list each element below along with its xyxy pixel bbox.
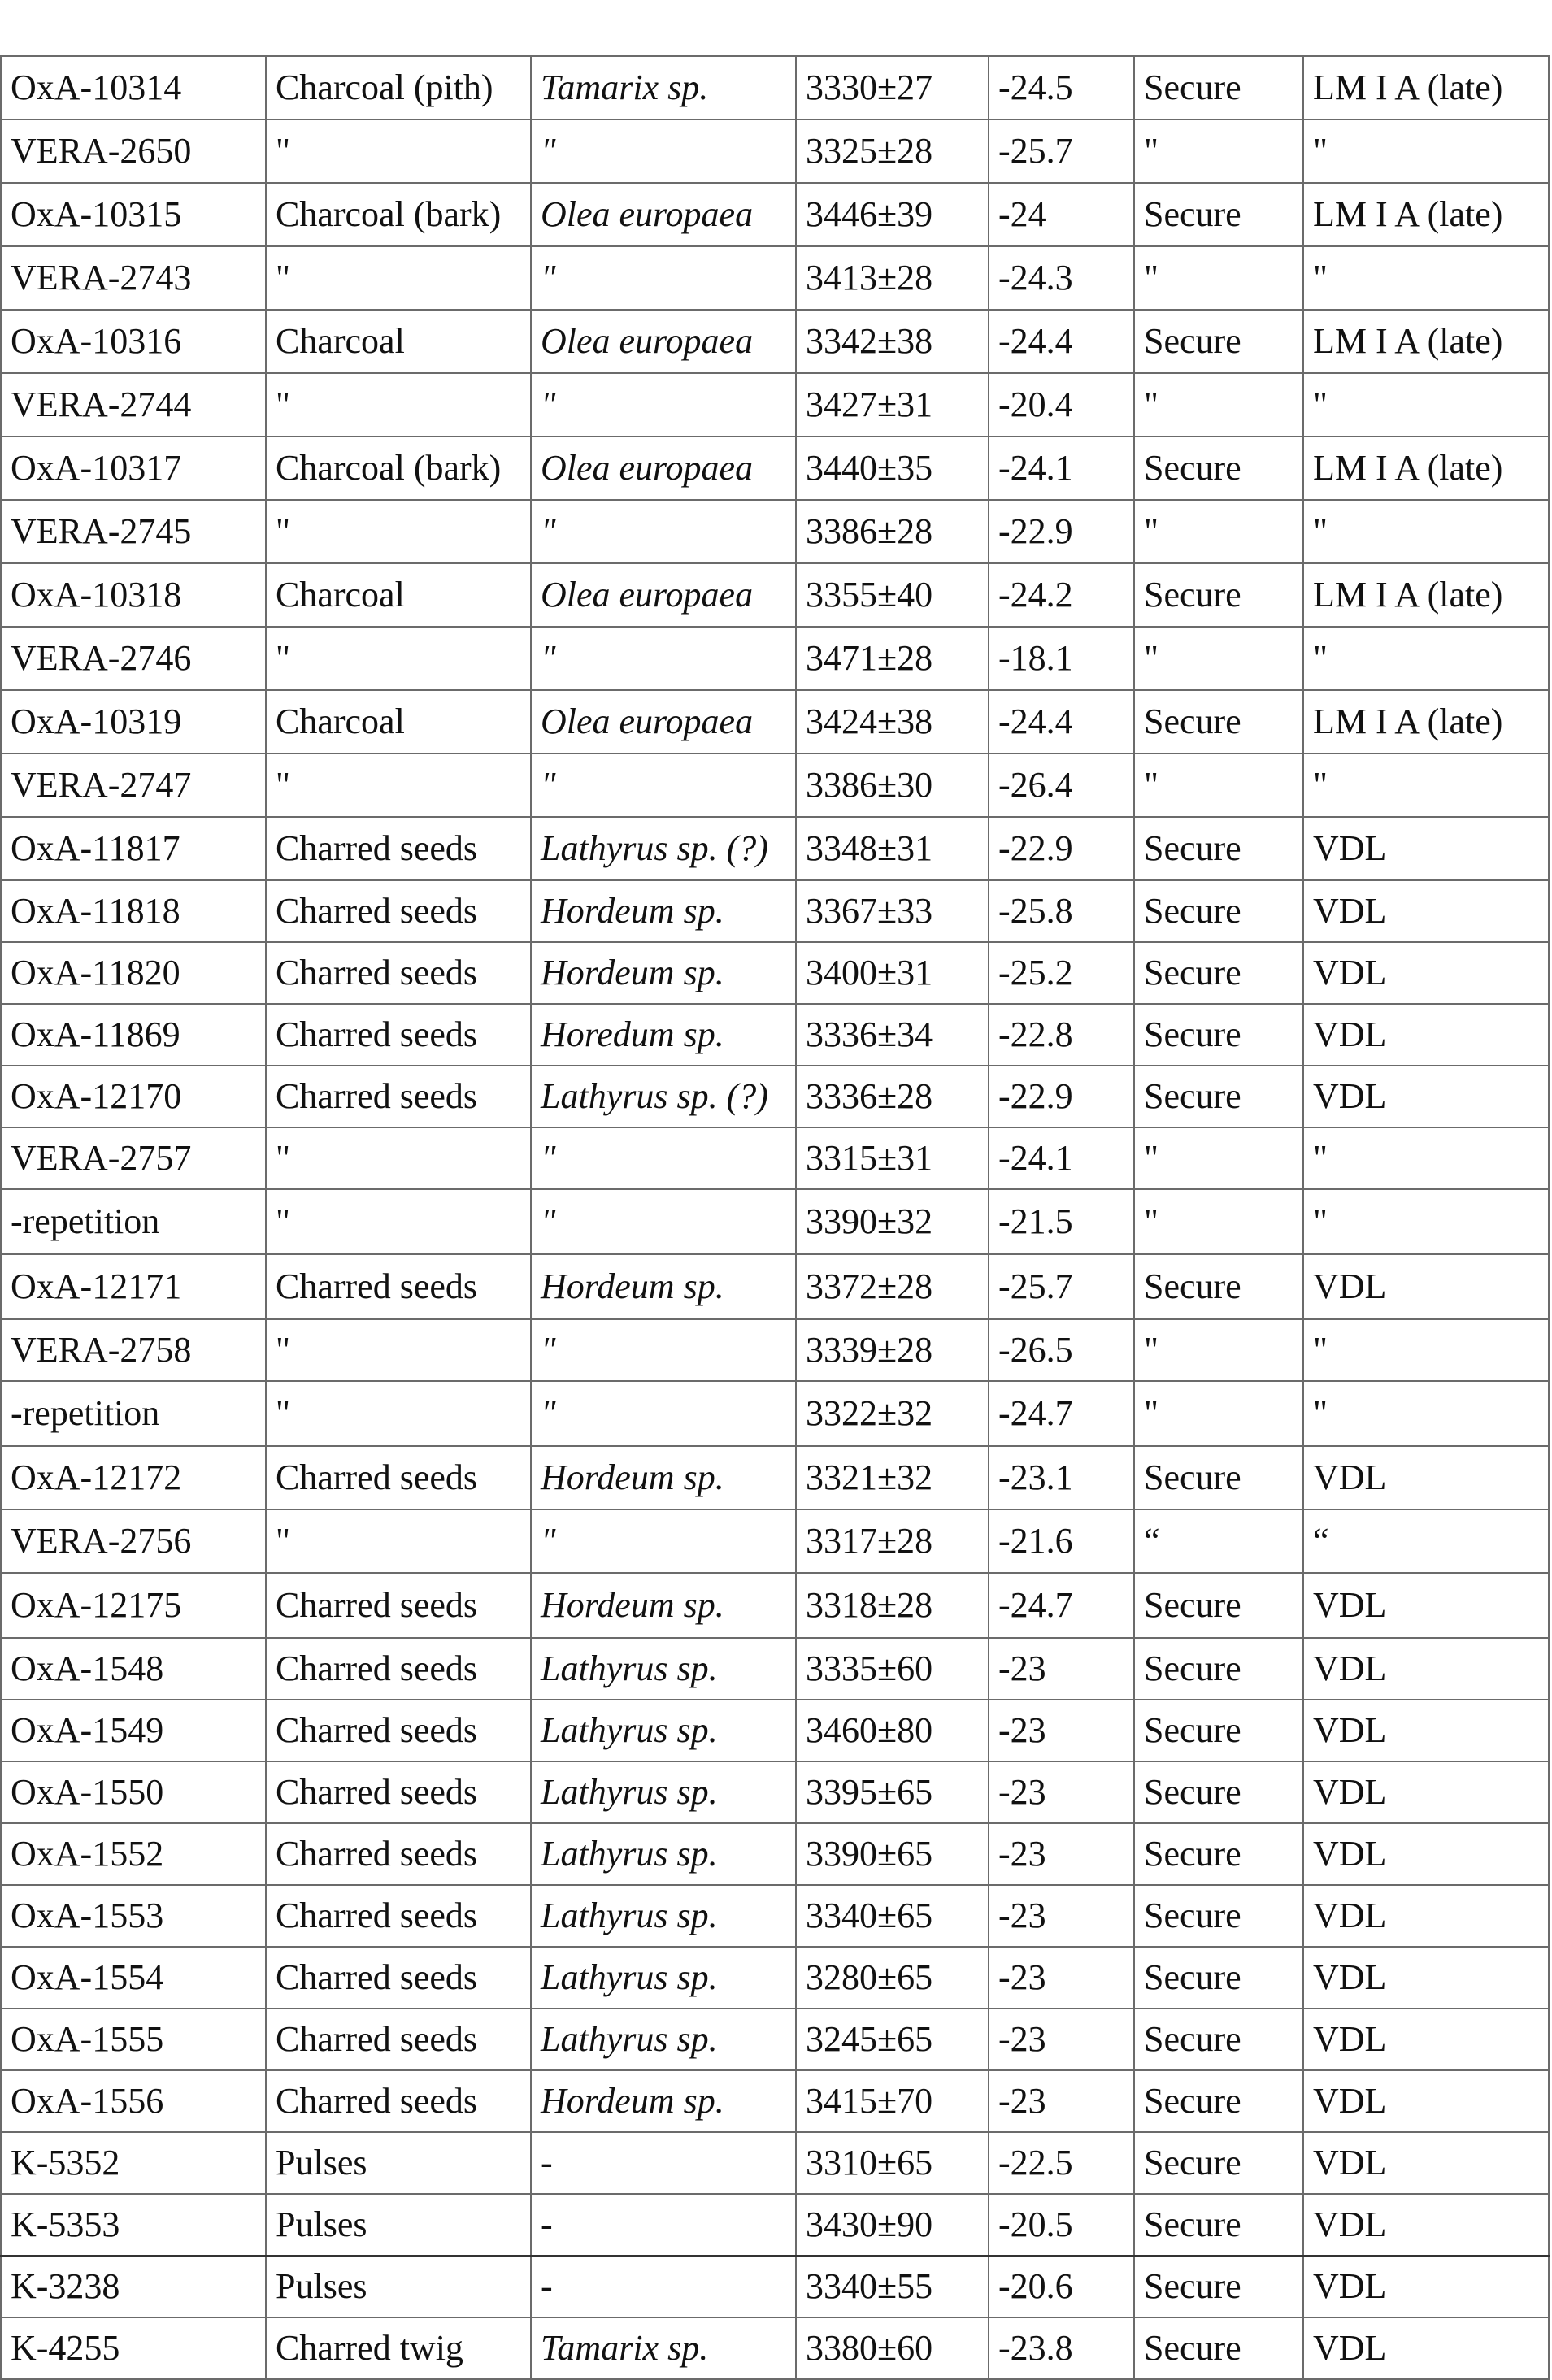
- cell-delta-c13: -21.6: [989, 1509, 1134, 1573]
- cell-species: Lathyrus sp.: [531, 1885, 796, 1947]
- cell-species: Hordeum sp.: [531, 942, 796, 1004]
- cell-species: Olea europaea: [531, 310, 796, 373]
- cell-context: Secure: [1134, 2070, 1303, 2132]
- cell-lab-code: K-5353: [1, 2194, 266, 2256]
- cell-lab-code: K-4255: [1, 2317, 266, 2379]
- table-row: [1, 754, 1549, 817]
- cell-species: Lathyrus sp.: [531, 1638, 796, 1700]
- cell-material: Pulses: [266, 2256, 531, 2317]
- cell-lab-code: VERA-2746: [1, 627, 266, 690]
- cell-phase: VDL: [1303, 1700, 1549, 1761]
- cell-delta-c13: -26.5: [989, 1319, 1134, 1381]
- cell-radiocarbon-age: 3335±60: [796, 1638, 989, 1700]
- cell-context: Secure: [1134, 436, 1303, 500]
- cell-delta-c13: -22.5: [989, 2132, 1134, 2194]
- cell-species: -: [531, 2194, 796, 2256]
- cell-context: Secure: [1134, 310, 1303, 373]
- cell-context: Secure: [1134, 817, 1303, 880]
- cell-delta-c13: -24.2: [989, 563, 1134, 627]
- cell-context: Secure: [1134, 2194, 1303, 2256]
- cell-context: ": [1134, 754, 1303, 817]
- table-row: [1, 1573, 1549, 1638]
- cell-radiocarbon-age: 3415±70: [796, 2070, 989, 2132]
- table-row: [1, 1761, 1549, 1823]
- cell-radiocarbon-age: 3355±40: [796, 563, 989, 627]
- cell-lab-code: OxA-10319: [1, 690, 266, 754]
- cell-species: ": [531, 627, 796, 690]
- cell-lab-code: VERA-2756: [1, 1509, 266, 1573]
- cell-phase: LM I A (late): [1303, 56, 1549, 119]
- cell-delta-c13: -22.9: [989, 817, 1134, 880]
- cell-lab-code: OxA-1552: [1, 1823, 266, 1885]
- cell-radiocarbon-age: 3310±65: [796, 2132, 989, 2194]
- table-row: [1, 1446, 1549, 1509]
- cell-context: Secure: [1134, 2256, 1303, 2317]
- cell-lab-code: VERA-2650: [1, 119, 266, 183]
- cell-radiocarbon-age: 3427±31: [796, 373, 989, 436]
- cell-lab-code: -repetition: [1, 1381, 266, 1446]
- cell-delta-c13: -23: [989, 1823, 1134, 1885]
- cell-radiocarbon-age: 3386±28: [796, 500, 989, 563]
- table-row: [1, 880, 1549, 942]
- cell-delta-c13: -22.9: [989, 1066, 1134, 1127]
- cell-material: Charcoal (bark): [266, 183, 531, 246]
- cell-phase: ": [1303, 754, 1549, 817]
- cell-phase: LM I A (late): [1303, 436, 1549, 500]
- cell-delta-c13: -26.4: [989, 754, 1134, 817]
- table-row: [1, 1638, 1549, 1700]
- cell-species: Hordeum sp.: [531, 880, 796, 942]
- cell-radiocarbon-age: 3372±28: [796, 1254, 989, 1319]
- cell-radiocarbon-age: 3317±28: [796, 1509, 989, 1573]
- cell-delta-c13: -23: [989, 1761, 1134, 1823]
- cell-context: ": [1134, 1127, 1303, 1189]
- cell-context: Secure: [1134, 1947, 1303, 2009]
- cell-context: Secure: [1134, 880, 1303, 942]
- cell-context: ": [1134, 119, 1303, 183]
- cell-material: Charred seeds: [266, 880, 531, 942]
- cell-material: Charred seeds: [266, 1066, 531, 1127]
- cell-lab-code: OxA-1548: [1, 1638, 266, 1700]
- cell-lab-code: OxA-1555: [1, 2009, 266, 2070]
- table-row: [1, 119, 1549, 183]
- table-row: [1, 1127, 1549, 1189]
- cell-material: Charred seeds: [266, 2070, 531, 2132]
- cell-context: ": [1134, 500, 1303, 563]
- cell-species: ": [531, 1319, 796, 1381]
- cell-delta-c13: -18.1: [989, 627, 1134, 690]
- cell-context: Secure: [1134, 1761, 1303, 1823]
- cell-radiocarbon-age: 3395±65: [796, 1761, 989, 1823]
- cell-lab-code: OxA-10316: [1, 310, 266, 373]
- cell-delta-c13: -23.1: [989, 1446, 1134, 1509]
- cell-species: Lathyrus sp.: [531, 2009, 796, 2070]
- cell-lab-code: OxA-10314: [1, 56, 266, 119]
- cell-lab-code: OxA-12172: [1, 1446, 266, 1509]
- cell-phase: ": [1303, 119, 1549, 183]
- cell-lab-code: VERA-2757: [1, 1127, 266, 1189]
- cell-lab-code: OxA-11869: [1, 1004, 266, 1066]
- table-row: [1, 436, 1549, 500]
- cell-context: Secure: [1134, 1885, 1303, 1947]
- cell-species: -: [531, 2132, 796, 2194]
- cell-material: Charcoal: [266, 563, 531, 627]
- cell-lab-code: OxA-10317: [1, 436, 266, 500]
- table-row: [1, 1189, 1549, 1254]
- cell-species: ": [531, 246, 796, 310]
- cell-material: ": [266, 119, 531, 183]
- cell-species: Hordeum sp.: [531, 1446, 796, 1509]
- cell-species: -: [531, 2256, 796, 2317]
- cell-phase: VDL: [1303, 1823, 1549, 1885]
- cell-lab-code: K-3238: [1, 2256, 266, 2317]
- cell-phase: VDL: [1303, 1573, 1549, 1638]
- cell-material: Charred seeds: [266, 817, 531, 880]
- cell-phase: VDL: [1303, 2070, 1549, 2132]
- cell-delta-c13: -23: [989, 1885, 1134, 1947]
- cell-radiocarbon-age: 3367±33: [796, 880, 989, 942]
- cell-lab-code: VERA-2743: [1, 246, 266, 310]
- cell-lab-code: OxA-12171: [1, 1254, 266, 1319]
- cell-context: ": [1134, 1319, 1303, 1381]
- cell-species: ": [531, 1381, 796, 1446]
- cell-material: Charred twig: [266, 2317, 531, 2379]
- table-row: [1, 1823, 1549, 1885]
- cell-delta-c13: -23: [989, 1947, 1134, 2009]
- cell-species: ": [531, 1127, 796, 1189]
- cell-lab-code: OxA-11817: [1, 817, 266, 880]
- cell-species: Lathyrus sp. (?): [531, 817, 796, 880]
- cell-context: Secure: [1134, 183, 1303, 246]
- cell-context: ": [1134, 246, 1303, 310]
- cell-phase: VDL: [1303, 2132, 1549, 2194]
- cell-delta-c13: -24.3: [989, 246, 1134, 310]
- cell-context: ": [1134, 1189, 1303, 1254]
- cell-delta-c13: -24.4: [989, 310, 1134, 373]
- cell-delta-c13: -22.8: [989, 1004, 1134, 1066]
- table-row: [1, 2070, 1549, 2132]
- cell-radiocarbon-age: 3330±27: [796, 56, 989, 119]
- cell-context: Secure: [1134, 2132, 1303, 2194]
- table-row: [1, 2194, 1549, 2256]
- table-row: [1, 373, 1549, 436]
- table-row: [1, 1066, 1549, 1127]
- cell-lab-code: OxA-1554: [1, 1947, 266, 2009]
- table-row: [1, 1254, 1549, 1319]
- cell-material: Charred seeds: [266, 1638, 531, 1700]
- cell-delta-c13: -20.6: [989, 2256, 1134, 2317]
- cell-context: Secure: [1134, 1638, 1303, 1700]
- cell-delta-c13: -25.2: [989, 942, 1134, 1004]
- cell-material: ": [266, 627, 531, 690]
- cell-lab-code: OxA-11820: [1, 942, 266, 1004]
- cell-context: Secure: [1134, 2009, 1303, 2070]
- cell-lab-code: OxA-12175: [1, 1573, 266, 1638]
- cell-radiocarbon-age: 3325±28: [796, 119, 989, 183]
- cell-context: Secure: [1134, 1700, 1303, 1761]
- cell-material: Charred seeds: [266, 1700, 531, 1761]
- cell-delta-c13: -24.1: [989, 1127, 1134, 1189]
- cell-radiocarbon-age: 3315±31: [796, 1127, 989, 1189]
- cell-material: ": [266, 500, 531, 563]
- table-row: [1, 2256, 1549, 2317]
- cell-context: ": [1134, 373, 1303, 436]
- cell-species: Horedum sp.: [531, 1004, 796, 1066]
- cell-radiocarbon-age: 3471±28: [796, 627, 989, 690]
- cell-material: Pulses: [266, 2132, 531, 2194]
- cell-delta-c13: -23: [989, 1638, 1134, 1700]
- cell-radiocarbon-age: 3446±39: [796, 183, 989, 246]
- cell-material: Charred seeds: [266, 1947, 531, 2009]
- cell-delta-c13: -24: [989, 183, 1134, 246]
- cell-species: Hordeum sp.: [531, 1254, 796, 1319]
- cell-species: Lathyrus sp.: [531, 1947, 796, 2009]
- cell-delta-c13: -24.1: [989, 436, 1134, 500]
- cell-radiocarbon-age: 3460±80: [796, 1700, 989, 1761]
- table-row: [1, 1004, 1549, 1066]
- cell-species: Olea europaea: [531, 436, 796, 500]
- cell-phase: VDL: [1303, 942, 1549, 1004]
- cell-context: Secure: [1134, 563, 1303, 627]
- table-row: [1, 2317, 1549, 2379]
- cell-delta-c13: -20.4: [989, 373, 1134, 436]
- cell-phase: ": [1303, 1319, 1549, 1381]
- cell-material: ": [266, 246, 531, 310]
- cell-phase: VDL: [1303, 1638, 1549, 1700]
- table-row: [1, 563, 1549, 627]
- cell-phase: “: [1303, 1509, 1549, 1573]
- table-row: [1, 1381, 1549, 1446]
- cell-material: ": [266, 1189, 531, 1254]
- cell-lab-code: K-5352: [1, 2132, 266, 2194]
- cell-phase: ": [1303, 1189, 1549, 1254]
- cell-species: ": [531, 500, 796, 563]
- cell-material: Charred seeds: [266, 1885, 531, 1947]
- cell-lab-code: OxA-10318: [1, 563, 266, 627]
- cell-radiocarbon-age: 3336±28: [796, 1066, 989, 1127]
- table-row: [1, 246, 1549, 310]
- cell-context: Secure: [1134, 1823, 1303, 1885]
- table-row: [1, 56, 1549, 119]
- cell-delta-c13: -23: [989, 2070, 1134, 2132]
- cell-radiocarbon-age: 3340±65: [796, 1885, 989, 1947]
- cell-phase: VDL: [1303, 1446, 1549, 1509]
- cell-material: ": [266, 1381, 531, 1446]
- cell-phase: VDL: [1303, 1254, 1549, 1319]
- cell-material: ": [266, 1127, 531, 1189]
- cell-species: Olea europaea: [531, 690, 796, 754]
- cell-phase: LM I A (late): [1303, 690, 1549, 754]
- cell-lab-code: OxA-1553: [1, 1885, 266, 1947]
- cell-context: Secure: [1134, 1446, 1303, 1509]
- cell-context: Secure: [1134, 942, 1303, 1004]
- cell-phase: ": [1303, 1127, 1549, 1189]
- cell-species: Lathyrus sp.: [531, 1761, 796, 1823]
- cell-delta-c13: -24.4: [989, 690, 1134, 754]
- cell-context: Secure: [1134, 2317, 1303, 2379]
- cell-material: ": [266, 1509, 531, 1573]
- cell-delta-c13: -21.5: [989, 1189, 1134, 1254]
- cell-radiocarbon-age: 3390±32: [796, 1189, 989, 1254]
- cell-material: ": [266, 373, 531, 436]
- cell-species: Hordeum sp.: [531, 1573, 796, 1638]
- cell-species: ": [531, 754, 796, 817]
- cell-radiocarbon-age: 3413±28: [796, 246, 989, 310]
- cell-delta-c13: -25.7: [989, 119, 1134, 183]
- cell-phase: VDL: [1303, 1761, 1549, 1823]
- table-row: [1, 2009, 1549, 2070]
- cell-material: Charred seeds: [266, 1446, 531, 1509]
- table-row: [1, 1509, 1549, 1573]
- cell-material: Charred seeds: [266, 2009, 531, 2070]
- cell-material: Charcoal: [266, 310, 531, 373]
- cell-phase: VDL: [1303, 1004, 1549, 1066]
- cell-radiocarbon-age: 3400±31: [796, 942, 989, 1004]
- cell-lab-code: OxA-10315: [1, 183, 266, 246]
- cell-context: ": [1134, 1381, 1303, 1446]
- cell-material: Charred seeds: [266, 942, 531, 1004]
- cell-species: Lathyrus sp.: [531, 1823, 796, 1885]
- cell-phase: VDL: [1303, 1066, 1549, 1127]
- table-row: [1, 942, 1549, 1004]
- cell-radiocarbon-age: 3342±38: [796, 310, 989, 373]
- radiocarbon-dates-table: [0, 55, 1550, 2380]
- cell-phase: LM I A (late): [1303, 310, 1549, 373]
- table-row: [1, 1319, 1549, 1381]
- cell-material: Charcoal: [266, 690, 531, 754]
- table-row: [1, 627, 1549, 690]
- table-row: [1, 690, 1549, 754]
- cell-phase: VDL: [1303, 817, 1549, 880]
- cell-species: Hordeum sp.: [531, 2070, 796, 2132]
- table-row: [1, 500, 1549, 563]
- cell-lab-code: OxA-1549: [1, 1700, 266, 1761]
- cell-phase: VDL: [1303, 2009, 1549, 2070]
- cell-material: Charred seeds: [266, 1004, 531, 1066]
- cell-species: ": [531, 1509, 796, 1573]
- table-body: [1, 56, 1549, 2379]
- cell-context: Secure: [1134, 1573, 1303, 1638]
- cell-delta-c13: -25.8: [989, 880, 1134, 942]
- cell-delta-c13: -24.7: [989, 1381, 1134, 1446]
- cell-species: Olea europaea: [531, 183, 796, 246]
- cell-phase: VDL: [1303, 2194, 1549, 2256]
- table-row: [1, 1947, 1549, 2009]
- cell-radiocarbon-age: 3318±28: [796, 1573, 989, 1638]
- cell-context: Secure: [1134, 56, 1303, 119]
- cell-radiocarbon-age: 3424±38: [796, 690, 989, 754]
- cell-phase: ": [1303, 246, 1549, 310]
- cell-radiocarbon-age: 3390±65: [796, 1823, 989, 1885]
- cell-phase: VDL: [1303, 880, 1549, 942]
- cell-species: ": [531, 1189, 796, 1254]
- cell-lab-code: VERA-2747: [1, 754, 266, 817]
- cell-radiocarbon-age: 3380±60: [796, 2317, 989, 2379]
- cell-phase: LM I A (late): [1303, 183, 1549, 246]
- cell-context: Secure: [1134, 1254, 1303, 1319]
- cell-species: Tamarix sp.: [531, 56, 796, 119]
- cell-material: Charcoal (bark): [266, 436, 531, 500]
- cell-phase: LM I A (late): [1303, 563, 1549, 627]
- cell-material: Charcoal (pith): [266, 56, 531, 119]
- cell-lab-code: VERA-2744: [1, 373, 266, 436]
- cell-context: Secure: [1134, 1066, 1303, 1127]
- cell-species: ": [531, 373, 796, 436]
- cell-phase: ": [1303, 500, 1549, 563]
- cell-radiocarbon-age: 3348±31: [796, 817, 989, 880]
- cell-lab-code: -repetition: [1, 1189, 266, 1254]
- cell-delta-c13: -24.7: [989, 1573, 1134, 1638]
- cell-species: Tamarix sp.: [531, 2317, 796, 2379]
- cell-radiocarbon-age: 3245±65: [796, 2009, 989, 2070]
- table-row: [1, 183, 1549, 246]
- cell-phase: ": [1303, 627, 1549, 690]
- cell-lab-code: OxA-1550: [1, 1761, 266, 1823]
- cell-material: ": [266, 1319, 531, 1381]
- cell-material: Charred seeds: [266, 1254, 531, 1319]
- table-row: [1, 1700, 1549, 1761]
- cell-phase: ": [1303, 373, 1549, 436]
- table-row: [1, 310, 1549, 373]
- cell-delta-c13: -23.8: [989, 2317, 1134, 2379]
- cell-species: Olea europaea: [531, 563, 796, 627]
- cell-radiocarbon-age: 3430±90: [796, 2194, 989, 2256]
- cell-radiocarbon-age: 3280±65: [796, 1947, 989, 2009]
- cell-phase: VDL: [1303, 1885, 1549, 1947]
- cell-delta-c13: -22.9: [989, 500, 1134, 563]
- cell-species: ": [531, 119, 796, 183]
- cell-lab-code: OxA-12170: [1, 1066, 266, 1127]
- cell-lab-code: VERA-2758: [1, 1319, 266, 1381]
- cell-lab-code: OxA-11818: [1, 880, 266, 942]
- cell-context: “: [1134, 1509, 1303, 1573]
- cell-species: Lathyrus sp.: [531, 1700, 796, 1761]
- cell-material: Pulses: [266, 2194, 531, 2256]
- cell-radiocarbon-age: 3386±30: [796, 754, 989, 817]
- cell-material: Charred seeds: [266, 1761, 531, 1823]
- cell-phase: ": [1303, 1381, 1549, 1446]
- cell-phase: VDL: [1303, 1947, 1549, 2009]
- cell-delta-c13: -24.5: [989, 56, 1134, 119]
- cell-radiocarbon-age: 3340±55: [796, 2256, 989, 2317]
- cell-context: ": [1134, 627, 1303, 690]
- cell-material: Charred seeds: [266, 1573, 531, 1638]
- cell-radiocarbon-age: 3322±32: [796, 1381, 989, 1446]
- cell-delta-c13: -23: [989, 2009, 1134, 2070]
- cell-species: Lathyrus sp. (?): [531, 1066, 796, 1127]
- cell-phase: VDL: [1303, 2317, 1549, 2379]
- table-row: [1, 817, 1549, 880]
- cell-context: Secure: [1134, 690, 1303, 754]
- cell-radiocarbon-age: 3336±34: [796, 1004, 989, 1066]
- cell-delta-c13: -20.5: [989, 2194, 1134, 2256]
- cell-material: ": [266, 754, 531, 817]
- cell-radiocarbon-age: 3440±35: [796, 436, 989, 500]
- cell-lab-code: VERA-2745: [1, 500, 266, 563]
- cell-context: Secure: [1134, 1004, 1303, 1066]
- cell-material: Charred seeds: [266, 1823, 531, 1885]
- cell-lab-code: OxA-1556: [1, 2070, 266, 2132]
- cell-radiocarbon-age: 3339±28: [796, 1319, 989, 1381]
- table-row: [1, 1885, 1549, 1947]
- cell-radiocarbon-age: 3321±32: [796, 1446, 989, 1509]
- table-row: [1, 2132, 1549, 2194]
- cell-delta-c13: -23: [989, 1700, 1134, 1761]
- cell-delta-c13: -25.7: [989, 1254, 1134, 1319]
- cell-phase: VDL: [1303, 2256, 1549, 2317]
